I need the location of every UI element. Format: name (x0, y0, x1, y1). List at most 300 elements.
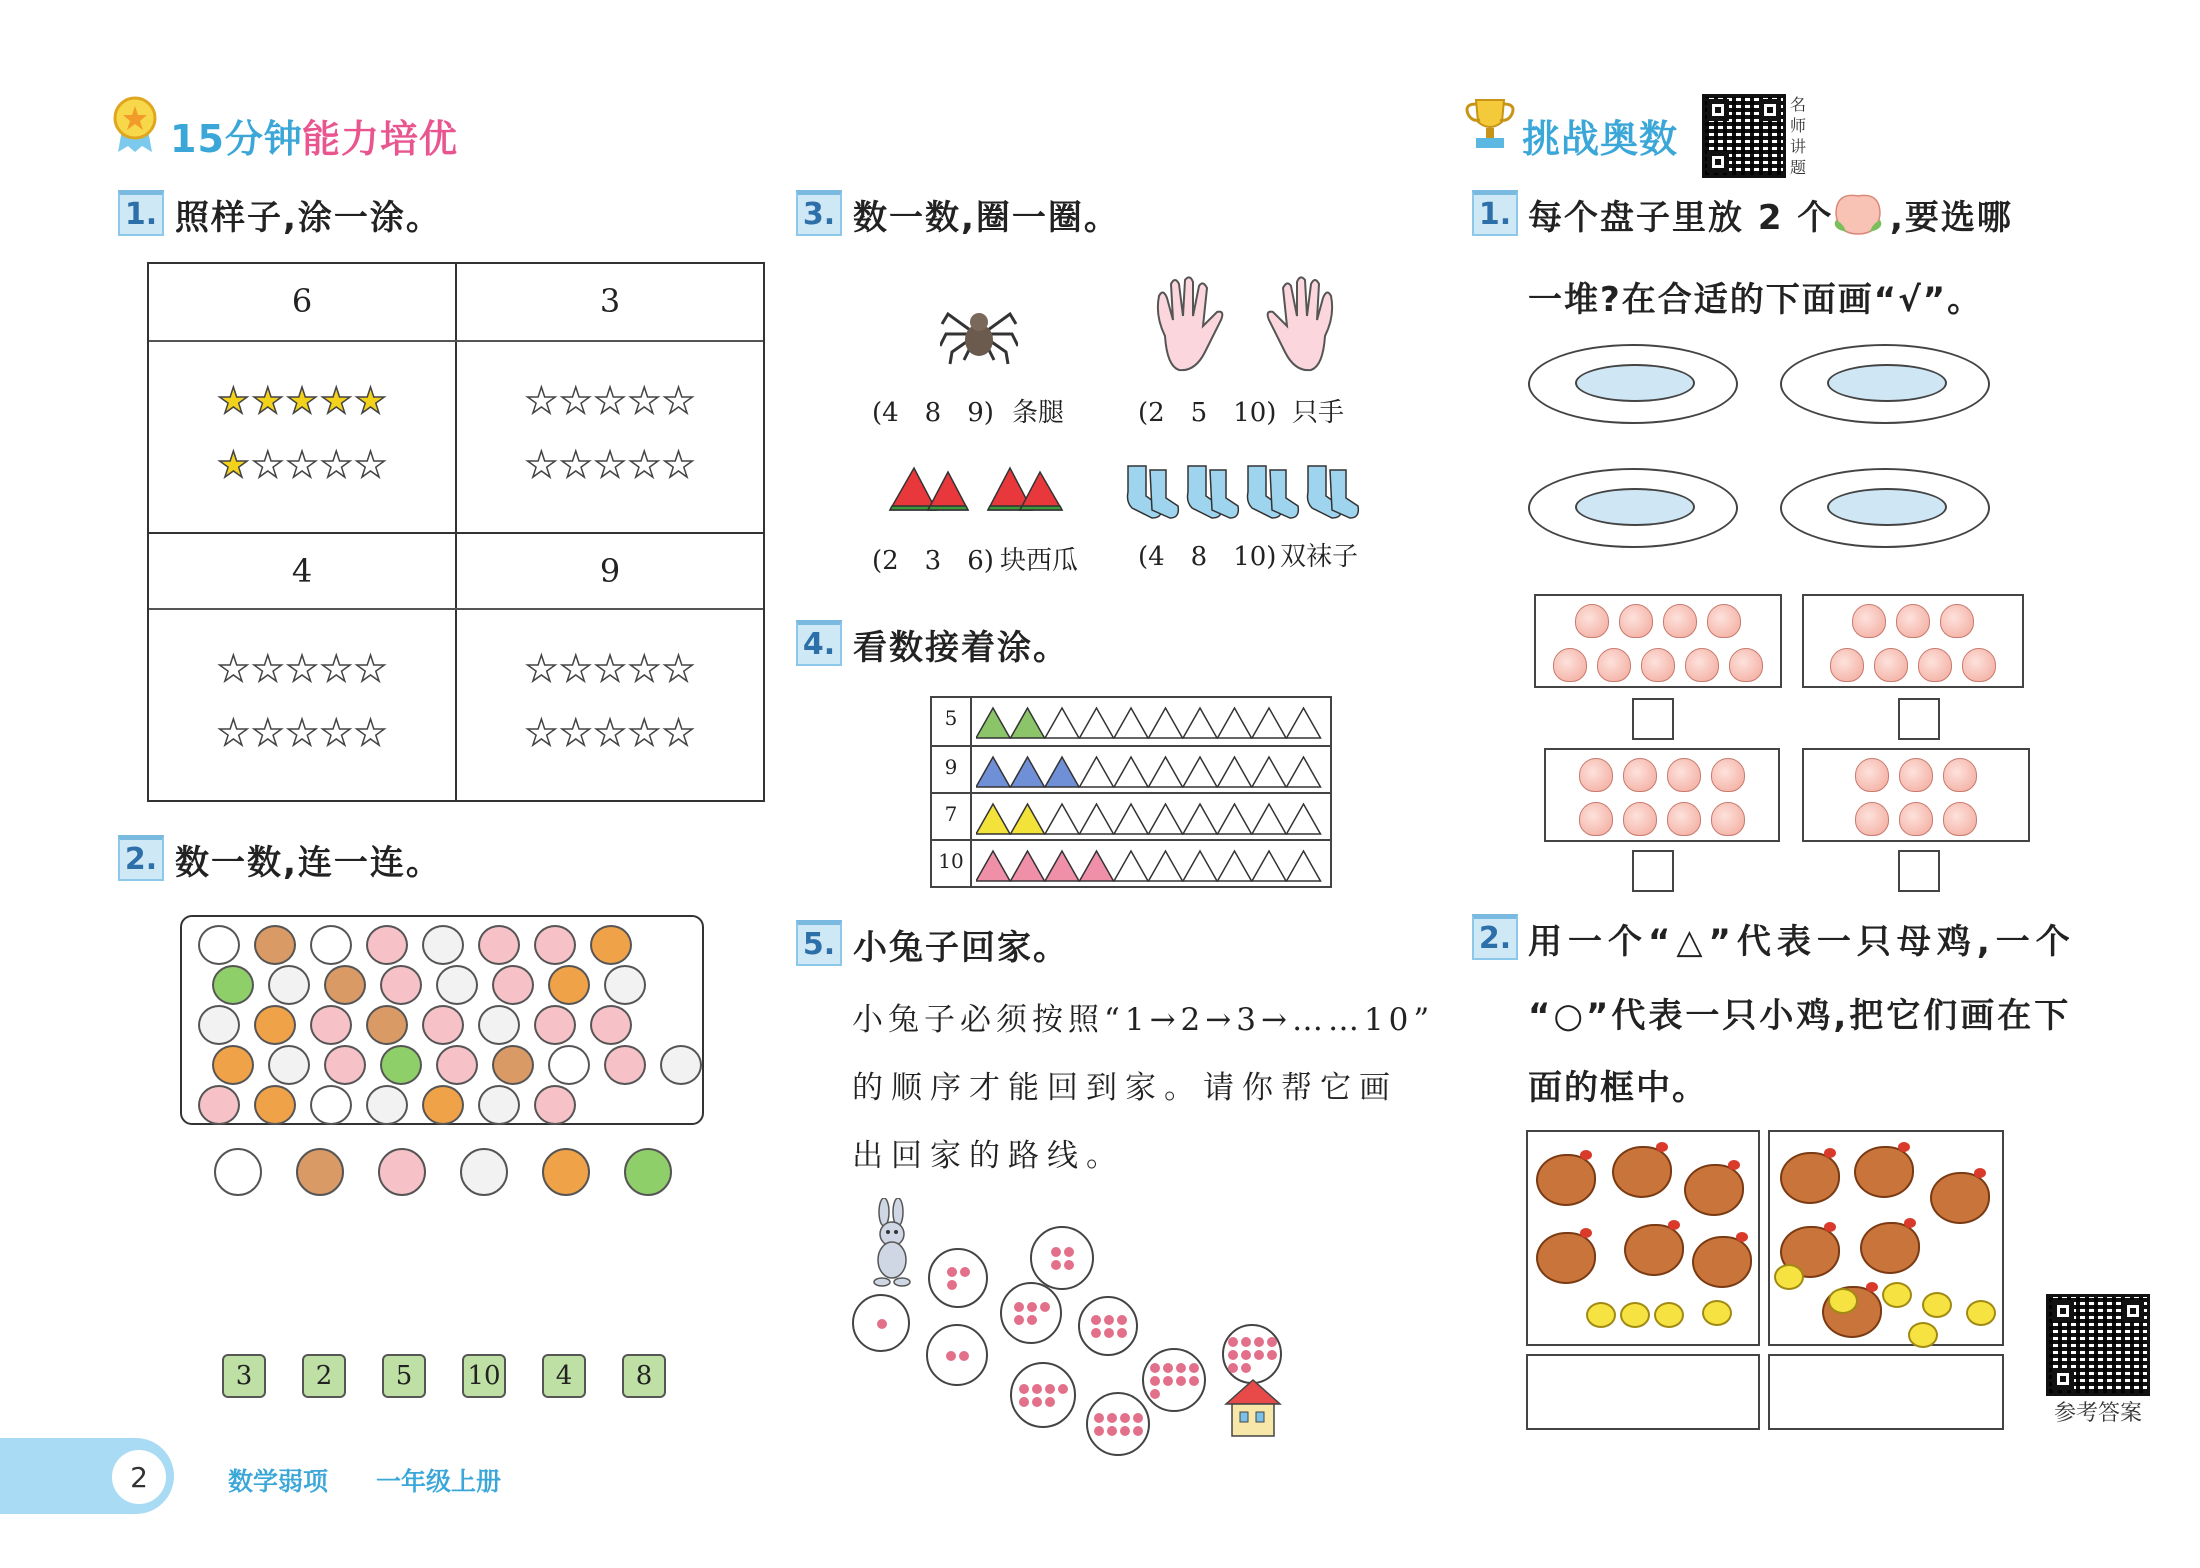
star[interactable]: ★ (628, 381, 661, 422)
triangle-row-number: 10 (938, 849, 964, 873)
answer-number-box[interactable]: 4 (542, 1354, 586, 1398)
count-item-unit: 双袜子 (1280, 542, 1359, 572)
snake-icon (212, 965, 254, 1005)
chick-icon (1922, 1292, 1952, 1318)
peach-icon (1962, 648, 1996, 682)
question-4-number: 4. (796, 620, 842, 666)
star[interactable]: ★ (354, 649, 387, 690)
dot (1228, 1363, 1238, 1373)
tiger-icon (422, 1085, 464, 1125)
triangle[interactable] (1011, 757, 1045, 787)
hen-icon (1612, 1146, 1672, 1198)
chick-icon (1908, 1322, 1938, 1348)
star[interactable]: ★ (559, 445, 592, 486)
answer-number-box[interactable]: 2 (302, 1354, 346, 1398)
dot (947, 1267, 957, 1277)
dot (959, 1351, 969, 1361)
footer-subject: 数学弱项 (228, 1467, 329, 1496)
dot (1228, 1337, 1238, 1347)
triangle-row-number: 7 (944, 802, 958, 826)
section-title: 能力培优 (302, 117, 459, 161)
dot (1045, 1397, 1055, 1407)
cow-icon[interactable] (460, 1148, 508, 1196)
peach-icon (1597, 648, 1631, 682)
snake-icon (380, 1045, 422, 1085)
medal-icon (112, 96, 158, 154)
time-label: 15分钟 (170, 117, 303, 161)
tiger-icon (254, 1085, 296, 1125)
tiger-icon (212, 1045, 254, 1085)
tiger-icon (548, 965, 590, 1005)
peach-icon (1667, 758, 1701, 792)
teacher-qr-code[interactable] (1702, 94, 1786, 178)
answer-checkbox[interactable] (1898, 850, 1940, 892)
dot (1133, 1413, 1143, 1423)
star[interactable]: ★ (525, 381, 558, 422)
challenge-2-number: 2. (1472, 914, 1518, 960)
star[interactable]: ★ (217, 649, 250, 690)
chick-icon (1882, 1282, 1912, 1308)
dot (1254, 1337, 1264, 1347)
dot (1094, 1426, 1104, 1436)
triangle[interactable] (1045, 804, 1079, 834)
peach-icon (1830, 648, 1864, 682)
peach-icon (1579, 802, 1613, 836)
pig-icon (436, 1045, 478, 1085)
triangle[interactable] (976, 804, 1010, 834)
star[interactable]: ★ (559, 381, 592, 422)
star[interactable]: ★ (593, 713, 627, 754)
triangle[interactable] (1114, 851, 1148, 881)
pig-icon (310, 1005, 352, 1045)
hen-icon (1684, 1164, 1744, 1216)
pig-icon (492, 965, 534, 1005)
watermelon-icon (888, 462, 1068, 514)
dot (1163, 1376, 1173, 1386)
dot (1014, 1315, 1024, 1325)
hen-icon (1536, 1232, 1596, 1284)
dot-circle[interactable] (1000, 1282, 1062, 1344)
triangle[interactable] (1287, 804, 1321, 834)
peach-icon (1685, 648, 1719, 682)
peach-icon (1943, 802, 1977, 836)
dot-circle[interactable] (1222, 1324, 1282, 1384)
dot (1228, 1350, 1238, 1360)
answer-checkbox[interactable] (1898, 698, 1940, 740)
plate (1780, 344, 1990, 424)
peach-icon (1623, 758, 1657, 792)
dot (1150, 1363, 1160, 1373)
pig-icon (324, 1045, 366, 1085)
footer-grade: 一年级上册 (376, 1467, 502, 1496)
triangle[interactable] (1252, 757, 1286, 787)
cow-icon (198, 1005, 240, 1045)
page-number-badge: 2 (112, 1450, 166, 1504)
dot (1027, 1315, 1037, 1325)
hen-icon (1536, 1154, 1596, 1206)
dot (1051, 1260, 1061, 1270)
triangle[interactable] (1114, 757, 1148, 787)
dot-circle[interactable] (1086, 1392, 1150, 1456)
dot-circle[interactable] (926, 1324, 988, 1386)
triangle[interactable] (1287, 708, 1321, 738)
triangle[interactable] (1183, 757, 1217, 787)
peach-icon (1855, 758, 1889, 792)
triangle[interactable] (1252, 804, 1286, 834)
triangle[interactable] (1218, 804, 1252, 834)
peach-pile (1534, 594, 1782, 688)
dot (1032, 1397, 1042, 1407)
dot (1133, 1426, 1143, 1436)
triangle[interactable] (1045, 757, 1079, 787)
star[interactable]: ★ (559, 649, 592, 690)
peach-pile (1802, 748, 2030, 842)
triangle-table (930, 696, 1332, 888)
plate (1780, 468, 1990, 548)
triangle-row (932, 792, 1330, 839)
pig-icon (534, 1005, 576, 1045)
star-group[interactable] (149, 382, 455, 510)
chick-icon (1586, 1302, 1616, 1328)
dot (1267, 1350, 1277, 1360)
star[interactable]: ★ (628, 649, 661, 690)
challenge-1-text-b: ,要选哪 (1890, 198, 2013, 238)
challenge-title: 挑战奥数 (1522, 117, 1679, 161)
cow-icon (478, 1005, 520, 1045)
peach-icon (1707, 604, 1741, 638)
triangle[interactable] (1080, 757, 1114, 787)
dot (946, 1351, 956, 1361)
star[interactable]: ★ (217, 381, 250, 422)
peach-icon (1852, 604, 1886, 638)
chick-icon (1620, 1302, 1650, 1328)
triangle[interactable] (1045, 851, 1079, 881)
cow-icon (268, 965, 310, 1005)
count-item-options[interactable]: (2 3 6) (872, 546, 994, 576)
animal-key-row (210, 1148, 690, 1204)
hen-icon (1854, 1146, 1914, 1198)
star[interactable]: ★ (525, 445, 558, 486)
question-1-text: 照样子,涂一涂。 (175, 198, 442, 238)
triangle[interactable] (1183, 708, 1217, 738)
question-2-text: 数一数,连一连。 (175, 843, 442, 883)
question-2-number: 2. (118, 835, 164, 881)
house-icon (1224, 1378, 1282, 1438)
triangle[interactable] (1252, 708, 1286, 738)
dot-circle[interactable] (928, 1248, 988, 1308)
peach-pile (1802, 594, 2024, 688)
peach-icon (1575, 604, 1609, 638)
count-item-options[interactable]: (2 5 10) (1138, 398, 1277, 428)
q5-line-3: 出回家的路线。 (852, 1138, 1125, 1174)
star[interactable]: ★ (285, 381, 319, 422)
snake-icon[interactable] (624, 1148, 672, 1196)
star[interactable]: ★ (662, 649, 695, 690)
challenge-2-line-1: 用一个“△”代表一只母鸡,一个 (1528, 922, 2076, 962)
cell-number: 4 (291, 552, 313, 590)
star[interactable]: ★ (593, 381, 627, 422)
qr-caption: 名 师 讲 题 (1790, 95, 1807, 177)
answer-qr-caption: 参考答案 (2053, 1401, 2142, 1426)
triangle[interactable] (1114, 804, 1148, 834)
peach-icon (1729, 648, 1763, 682)
panda-icon (310, 925, 352, 965)
star[interactable]: ★ (525, 713, 558, 754)
star[interactable]: ★ (628, 445, 661, 486)
dot (1120, 1413, 1130, 1423)
peach-icon (1830, 186, 1886, 236)
challenge-2-line-2: “○”代表一只小鸡,把它们画在下 (1528, 996, 2072, 1036)
dot (1104, 1315, 1114, 1325)
peach-icon (1943, 758, 1977, 792)
dot (1120, 1426, 1130, 1436)
star[interactable]: ★ (525, 649, 558, 690)
dot (1019, 1384, 1029, 1394)
dot (1040, 1302, 1050, 1312)
dot (947, 1280, 957, 1290)
dot (1117, 1315, 1127, 1325)
challenge-2-line-3: 面的框中。 (1528, 1068, 1708, 1108)
tiger-icon (254, 1005, 296, 1045)
star[interactable]: ★ (217, 713, 250, 754)
hen-icon (1624, 1224, 1684, 1276)
triangle[interactable] (976, 708, 1010, 738)
star-group[interactable] (457, 650, 763, 778)
triangle[interactable] (1149, 757, 1183, 787)
pig-icon[interactable] (378, 1148, 426, 1196)
panda-icon (198, 925, 240, 965)
panda-icon (548, 1045, 590, 1085)
cow-icon (422, 925, 464, 965)
bear-icon (254, 925, 296, 965)
cow-icon (478, 1085, 520, 1125)
triangle[interactable] (1218, 851, 1252, 881)
pig-icon (478, 925, 520, 965)
star[interactable]: ★ (593, 649, 627, 690)
triangle[interactable] (976, 757, 1010, 787)
triangle[interactable] (1287, 757, 1321, 787)
triangle[interactable] (1252, 851, 1286, 881)
dot (1051, 1247, 1061, 1257)
dot (1091, 1315, 1101, 1325)
star[interactable]: ★ (662, 713, 695, 754)
answer-checkbox[interactable] (1632, 850, 1674, 892)
tiger-icon (590, 925, 632, 965)
star[interactable]: ★ (593, 445, 627, 486)
count-item-options[interactable]: (4 8 9) (872, 398, 994, 428)
peach-pile (1544, 748, 1780, 842)
dot (1267, 1337, 1277, 1347)
cell-number: 9 (599, 552, 621, 590)
question-1-number: 1. (118, 190, 164, 236)
q5-line-2: 的顺序才能回到家。请你帮它画 (852, 1070, 1398, 1106)
cell-number: 6 (291, 282, 313, 320)
peach-icon (1667, 802, 1701, 836)
dot (1150, 1389, 1160, 1399)
triangle[interactable] (1011, 851, 1045, 881)
pig-icon (534, 1085, 576, 1125)
question-4-text: 看数接着涂。 (853, 628, 1069, 668)
star[interactable]: ★ (662, 381, 695, 422)
cow-icon (436, 965, 478, 1005)
peach-icon (1579, 758, 1613, 792)
chick-icon (1654, 1302, 1684, 1328)
bear-icon (366, 1005, 408, 1045)
star[interactable]: ★ (285, 649, 319, 690)
dot (1189, 1376, 1199, 1386)
dot (1176, 1376, 1186, 1386)
triangle[interactable] (1183, 851, 1217, 881)
dot (1189, 1363, 1199, 1373)
dot (1045, 1384, 1055, 1394)
triangle[interactable] (1011, 708, 1045, 738)
dot-circle[interactable] (852, 1294, 910, 1352)
question-5-number: 5. (796, 920, 842, 966)
dot (1254, 1350, 1264, 1360)
star[interactable]: ★ (251, 445, 284, 486)
triangle-row-number: 9 (944, 755, 958, 779)
peach-icon (1641, 648, 1675, 682)
triangle[interactable] (1045, 708, 1079, 738)
peach-icon (1855, 802, 1889, 836)
star[interactable]: ★ (320, 649, 353, 690)
pig-icon (366, 925, 408, 965)
star[interactable]: ★ (251, 649, 284, 690)
pig-icon (422, 1005, 464, 1045)
answer-number-box[interactable]: 3 (222, 1354, 266, 1398)
pig-icon (198, 1085, 240, 1125)
dot (960, 1267, 970, 1277)
chicken-scene (1768, 1130, 2004, 1346)
tiger-icon[interactable] (542, 1148, 590, 1196)
triangle[interactable] (1287, 851, 1321, 881)
cow-icon (268, 1045, 310, 1085)
triangle[interactable] (1218, 757, 1252, 787)
hen-icon (1930, 1172, 1990, 1224)
dot (1091, 1328, 1101, 1338)
peach-icon (1940, 604, 1974, 638)
drawing-box[interactable] (1526, 1354, 1760, 1430)
bear-icon (492, 1045, 534, 1085)
triangle[interactable] (1149, 708, 1183, 738)
triangle[interactable] (1114, 708, 1148, 738)
count-item-unit: 只手 (1292, 398, 1345, 428)
triangle[interactable] (1080, 804, 1114, 834)
chick-icon (1702, 1300, 1732, 1326)
peach-icon (1874, 648, 1908, 682)
triangle[interactable] (1218, 708, 1252, 738)
dot-circle[interactable] (1030, 1226, 1094, 1290)
count-item-options[interactable]: (4 8 10) (1138, 542, 1277, 572)
star-group[interactable] (149, 650, 455, 778)
triangle[interactable] (1183, 804, 1217, 834)
trophy-icon (1462, 96, 1518, 152)
answer-number-box[interactable]: 5 (382, 1354, 426, 1398)
peach-icon (1899, 802, 1933, 836)
star[interactable]: ★ (320, 713, 353, 754)
star-group[interactable] (457, 382, 763, 510)
hen-icon (1780, 1152, 1840, 1204)
dot (1064, 1247, 1074, 1257)
question-3-number: 3. (796, 190, 842, 236)
triangle-row (932, 698, 1330, 745)
star[interactable]: ★ (251, 713, 284, 754)
bear-icon[interactable] (296, 1148, 344, 1196)
peach-icon (1711, 802, 1745, 836)
plate (1528, 344, 1738, 424)
star[interactable]: ★ (354, 713, 387, 754)
dot (1019, 1397, 1029, 1407)
answer-number-box[interactable]: 8 (622, 1354, 666, 1398)
cell-number: 3 (599, 282, 621, 320)
dot (1176, 1363, 1186, 1373)
dot (1064, 1260, 1074, 1270)
answer-qr-code[interactable] (2046, 1294, 2150, 1396)
triangle[interactable] (1149, 851, 1183, 881)
star[interactable]: ★ (628, 713, 661, 754)
triangle[interactable] (1080, 851, 1114, 881)
drawing-box[interactable] (1768, 1354, 2004, 1430)
challenge-1-text-a: 每个盘子里放 2 个 (1528, 198, 1834, 238)
dot (877, 1319, 887, 1329)
cow-icon (604, 965, 646, 1005)
answer-number-row (222, 1354, 682, 1404)
triangle[interactable] (1080, 708, 1114, 738)
panda-icon[interactable] (214, 1148, 262, 1196)
peach-icon (1553, 648, 1587, 682)
star[interactable]: ★ (662, 445, 695, 486)
triangle[interactable] (1011, 804, 1045, 834)
peach-icon (1663, 604, 1697, 638)
star[interactable]: ★ (354, 445, 387, 486)
star[interactable]: ★ (285, 713, 319, 754)
dot-circle[interactable] (1010, 1362, 1076, 1428)
dot-circle[interactable] (1142, 1348, 1206, 1412)
star[interactable]: ★ (217, 445, 250, 486)
dot (1094, 1413, 1104, 1423)
bear-icon (324, 965, 366, 1005)
challenge-1-number: 1. (1472, 190, 1518, 236)
dot (1104, 1328, 1114, 1338)
chick-icon (1828, 1288, 1858, 1314)
q5-line-1: 小兔子必须按照“1→2→3→……10” (852, 1002, 1435, 1038)
triangle[interactable] (1149, 804, 1183, 834)
peach-icon (1619, 604, 1653, 638)
star[interactable]: ★ (320, 381, 353, 422)
hen-icon (1692, 1236, 1752, 1288)
star[interactable]: ★ (251, 381, 284, 422)
star[interactable]: ★ (285, 445, 319, 486)
dot (1014, 1302, 1024, 1312)
triangle[interactable] (976, 851, 1010, 881)
dot (1107, 1413, 1117, 1423)
dot (1117, 1328, 1127, 1338)
pig-icon (534, 925, 576, 965)
star-table (147, 262, 765, 802)
dot (1032, 1384, 1042, 1394)
dot-circle[interactable] (1078, 1296, 1138, 1356)
star[interactable]: ★ (354, 381, 387, 422)
answer-number-box[interactable]: 10 (462, 1354, 506, 1398)
hands-icon (1145, 276, 1345, 376)
star[interactable]: ★ (320, 445, 353, 486)
chicken-scene (1526, 1130, 1760, 1346)
pig-icon (604, 1045, 646, 1085)
answer-checkbox[interactable] (1632, 698, 1674, 740)
dot (1163, 1363, 1173, 1373)
dot (1058, 1384, 1068, 1394)
star[interactable]: ★ (559, 713, 592, 754)
